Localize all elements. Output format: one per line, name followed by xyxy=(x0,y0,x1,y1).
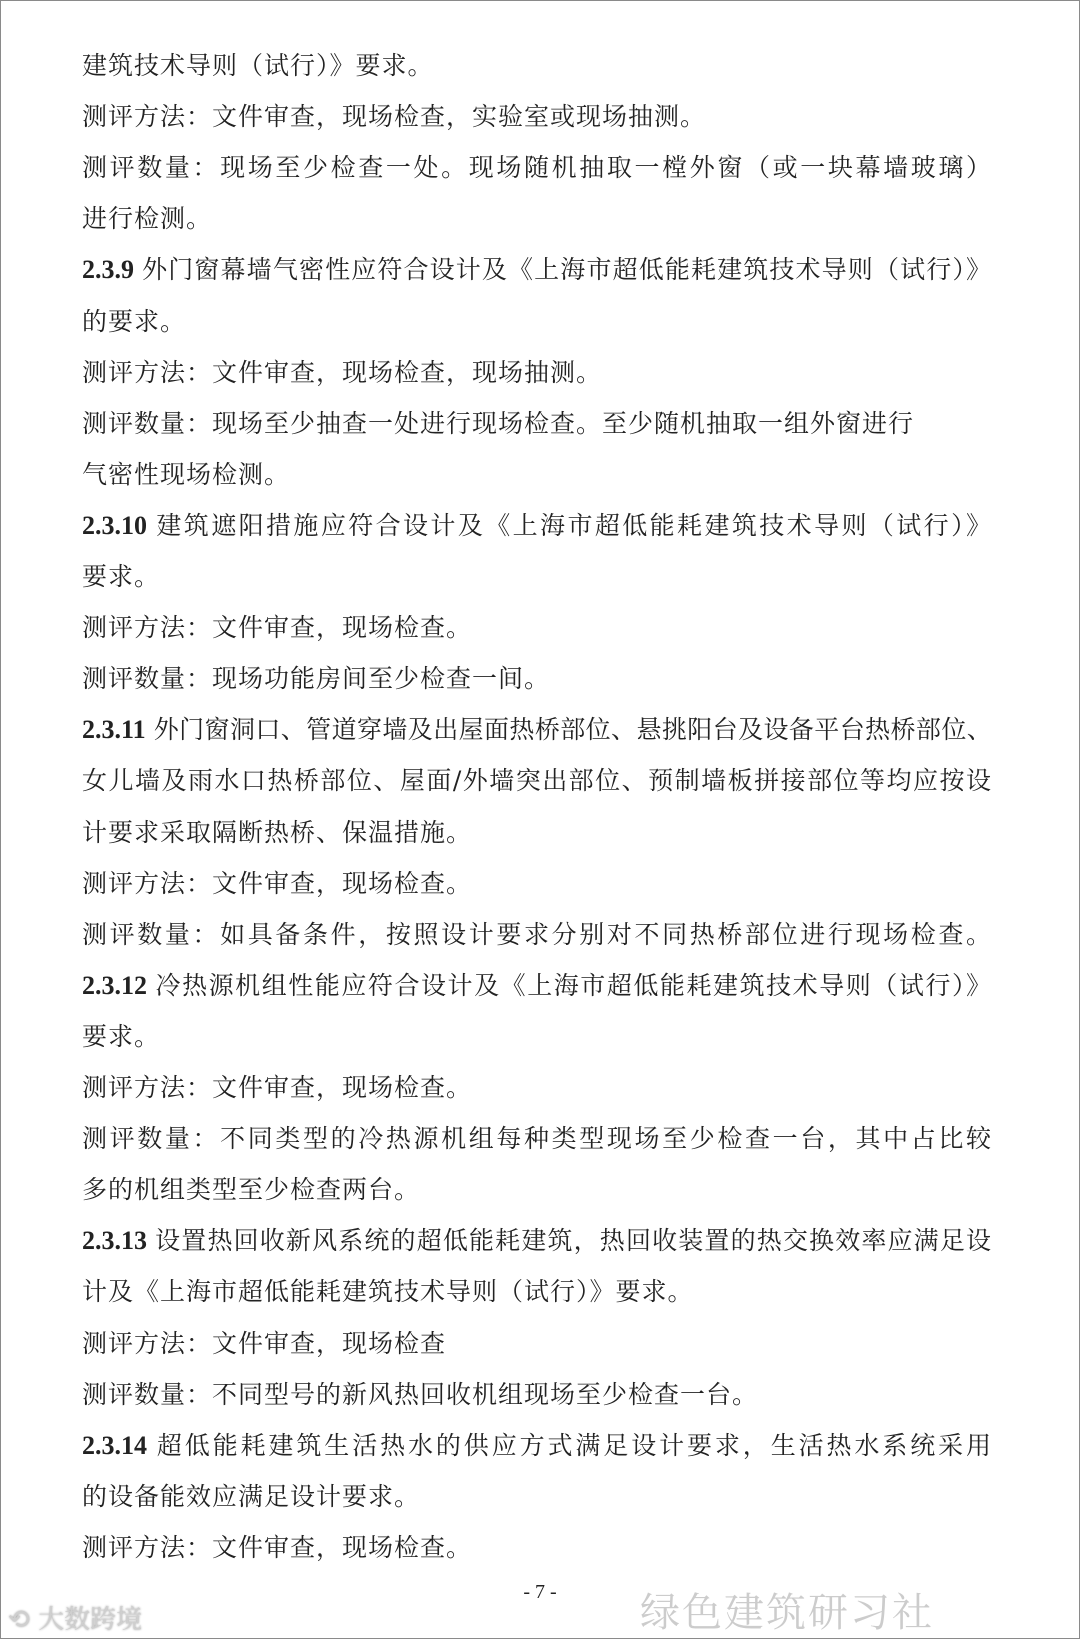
text-line xyxy=(82,653,992,704)
clause-number: 2.3.11 xyxy=(82,715,146,745)
line-text: 的要求。 xyxy=(82,306,187,336)
text-line xyxy=(82,1471,992,1522)
text-line xyxy=(82,1266,992,1317)
text-line xyxy=(82,296,992,347)
clause-number: 2.3.9 xyxy=(82,255,134,285)
text-line xyxy=(82,909,992,960)
line-text: 测评方法：文件审查，现场检查 xyxy=(82,1328,447,1358)
line-text: 计及《上海市超低能耗建筑技术导则（试行）》要求。 xyxy=(82,1277,694,1307)
text-line xyxy=(82,807,992,858)
text-line xyxy=(82,449,992,500)
line-text: 进行检测。 xyxy=(82,204,213,234)
line-text: 女儿墙及雨水口热桥部位、屋面/外墙突出部位、预制墙板拼接部位等均应按设 xyxy=(82,766,992,796)
text-line xyxy=(82,1522,992,1573)
clause-heading-line xyxy=(82,1420,992,1471)
text-line xyxy=(82,142,992,193)
corner-logo: ⟲ 大数跨境 xyxy=(8,1605,143,1635)
text-line xyxy=(82,858,992,909)
clause-number: 2.3.12 xyxy=(82,970,147,1000)
line-text: 测评方法：文件审查，现场检查。 xyxy=(82,868,473,898)
text-line xyxy=(82,398,992,449)
line-text: 外门窗幕墙气密性应符合设计及《上海市超低能耗建筑技术导则（试行）》 xyxy=(142,255,992,285)
line-text: 多的机组类型至少检查两台。 xyxy=(82,1175,421,1205)
line-text: 测评方法：文件审查，现场检查。 xyxy=(82,613,473,643)
line-text: 测评数量：如具备条件，按照设计要求分别对不同热桥部位进行现场检查。 xyxy=(82,919,992,949)
line-text: 测评方法：文件审查，现场检查，现场抽测。 xyxy=(82,357,603,387)
line-text: 建筑技术导则（试行）》要求。 xyxy=(82,51,434,80)
clause-heading-line xyxy=(82,704,992,755)
line-text: 测评方法：文件审查，现场检查，实验室或现场抽测。 xyxy=(82,102,707,132)
clause-heading-line xyxy=(82,244,992,295)
line-text: 外门窗洞口、管道穿墙及出屋面热桥部位、悬挑阳台及设备平台热桥部位、 xyxy=(153,715,992,745)
line-text: 气密性现场检测。 xyxy=(82,459,291,489)
line-text: 测评方法：文件审查，现场检查。 xyxy=(82,1073,473,1102)
clause-number: 2.3.14 xyxy=(82,1430,147,1460)
text-line xyxy=(82,1011,992,1062)
line-text: 的设备能效应满足设计要求。 xyxy=(82,1481,421,1511)
text-line xyxy=(82,91,992,142)
line-text: 测评数量：现场至少检查一处。现场随机抽取一樘外窗（或一块幕墙玻璃） xyxy=(82,153,992,183)
clause-heading-line xyxy=(82,1215,992,1266)
clause-number: 2.3.13 xyxy=(82,1226,147,1256)
line-text: 超低能耗建筑生活热水的供应方式满足设计要求，生活热水系统采用 xyxy=(155,1430,992,1460)
text-line xyxy=(82,1164,992,1215)
line-text: 建筑遮阳措施应符合设计及《上海市超低能耗建筑技术导则（试行）》 xyxy=(155,510,992,540)
line-text: 测评数量：不同型号的新风热回收机组现场至少检查一台。 xyxy=(82,1379,759,1409)
page-number: - 7 - xyxy=(523,1581,557,1603)
line-text: 冷热源机组性能应符合设计及《上海市超低能耗建筑技术导则（试行）》 xyxy=(155,970,992,1000)
clause-number: 2.3.10 xyxy=(82,510,147,540)
text-line xyxy=(82,1369,992,1420)
text-line xyxy=(82,755,992,806)
line-text: 测评数量：现场功能房间至少检查一间。 xyxy=(82,664,551,694)
text-line xyxy=(82,602,992,653)
line-text: 计要求采取隔断热桥、保温措施。 xyxy=(82,817,473,847)
line-text: 要求。 xyxy=(82,1021,161,1051)
clause-heading-line xyxy=(82,960,992,1011)
text-line xyxy=(82,40,992,91)
line-text: 测评数量：不同类型的冷热源机组每种类型现场至少检查一台，其中占比较 xyxy=(82,1124,992,1154)
line-text: 要求。 xyxy=(82,562,161,591)
clause-heading-line xyxy=(82,500,992,551)
text-line xyxy=(82,347,992,398)
line-text: 测评方法：文件审查，现场检查。 xyxy=(82,1532,473,1562)
text-line xyxy=(82,193,992,244)
text-line xyxy=(82,1318,992,1369)
text-line xyxy=(82,551,992,602)
line-text: 测评数量：现场至少抽查一处进行现场检查。至少随机抽取一组外窗进行 xyxy=(82,408,915,438)
line-text: 设置热回收新风系统的超低能耗建筑，热回收装置的热交换效率应满足设 xyxy=(155,1226,992,1256)
corner-logo-text: 大数跨境 xyxy=(38,1605,143,1635)
text-line xyxy=(82,1113,992,1164)
watermark: 绿色建筑研习社 xyxy=(640,1590,934,1636)
text-line xyxy=(82,1062,992,1113)
